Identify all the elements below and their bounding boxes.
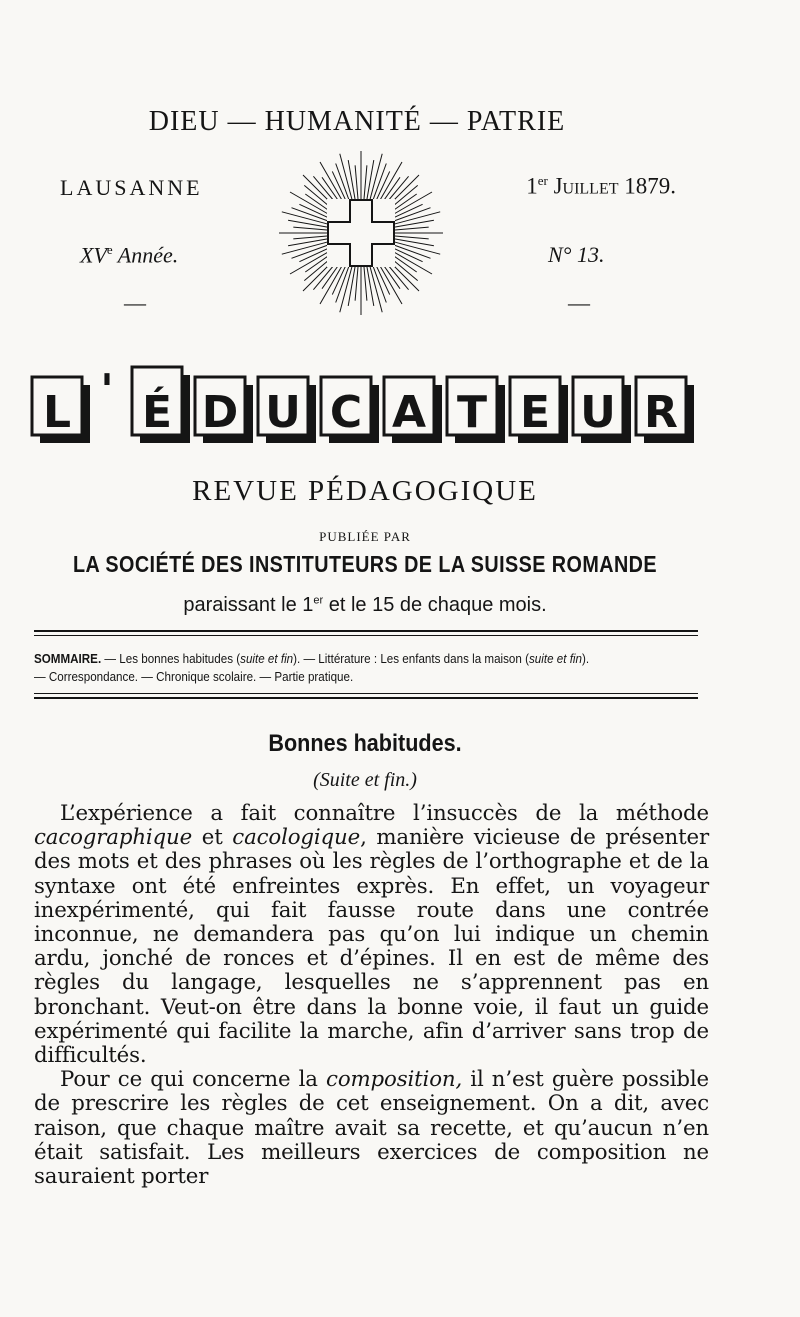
masthead-letter [258,377,316,443]
sun-ray [394,242,440,254]
sun-ray [367,267,374,306]
svg-text:T: T [456,387,488,438]
sun-ray [340,266,352,312]
sun-ray [394,212,440,224]
sun-ray [348,267,355,306]
masthead-letter [195,377,253,443]
frequency-line: paraissant le 1er et le 15 de chaque mois. [183,594,547,616]
article-title: Bonnes habitudes. [268,730,462,757]
revue-subtitle: REVUE PÉDAGOGIQUE [192,475,538,507]
paragraph-1: L’expérience a fait connaître l’insuccès de la méthode cacographique et cacologique, manière vicieuse de présenter des mots et des phrases où les règles de l’orthographe et de la syntaxe ont été enfreintes exprès. En effet, un voyageur inexpérimenté, qui fait fausse route dans une contrée inconnue, ne demandera pas qu’on lui indique un chemin ardu, jonché de ronces et d’épines. Il en est de même des règles du langage, lesquelles ne s’apprennent pas en bronchant. Veut-on être dans la bonne voie, il faut un guide expérimenté qui facilite la marche, afin d’arriver sans trop de difficultés. [34,801,709,1069]
masthead-letter [32,377,90,443]
sun-ray [395,236,429,239]
svg-text:C: C [329,387,363,438]
issue-number: N° 13. [548,242,605,267]
masthead-letter [573,377,631,443]
svg-text:A: A [391,387,427,438]
masthead-letter [510,377,568,443]
svg-text:D: D [201,387,239,438]
sun-ray [390,250,432,274]
issue-date: 1er Juillet 1879. [526,173,676,199]
dash-right: — [568,290,590,315]
sun-ray [390,192,432,216]
sun-ray [288,239,327,246]
sun-ray [370,154,382,200]
svg-text:U: U [580,387,616,438]
sun-ray [367,160,374,199]
sun-ray [290,192,332,216]
sun-ray [282,212,328,224]
sun-ray [355,165,358,199]
masthead-letter [447,377,505,443]
masthead-letter [132,367,190,443]
sommaire: SOMMAIRE. — Les bonnes habitudes (suite et fin). — Littérature : Les enfants dans la maison (suite et fin). — Correspondance. — Chronique scolaire. — Partie pratique. [34,652,590,684]
article-subtitle: (Suite et fin.) [313,769,417,791]
sun-ray [378,262,402,304]
masthead-letter [321,377,379,443]
svg-text:L: L [42,387,72,438]
svg-text:U: U [265,387,301,438]
sun-ray [293,227,327,230]
masthead-letter [636,377,694,443]
masthead-letter [384,377,442,443]
sun-ray [293,236,327,239]
rule-top-1 [34,630,698,632]
svg-text:É: É [141,387,173,438]
article-body [34,802,709,1189]
sun-ray [348,160,355,199]
masthead-title [28,355,718,465]
publiee-par: PUBLIÉE PAR [319,529,411,544]
sun-ray [395,220,434,227]
rule-bottom-1 [34,693,698,694]
sun-ray [320,262,344,304]
swiss-cross-emblem [276,148,446,318]
sun-ray [370,266,382,312]
svg-text:E: E [519,387,551,438]
sun-ray [340,154,352,200]
publisher-name: LA SOCIÉTÉ DES INSTITUTEURS DE LA SUISSE ROMANDE [72,551,658,577]
dash-left: — [124,290,146,315]
volume-year: XVe Année. [80,242,179,268]
sun-ray [355,267,358,301]
rule-bottom-2 [34,697,698,699]
sun-ray [364,165,367,199]
sun-ray [290,250,332,274]
sun-ray [364,267,367,301]
sun-ray [288,220,327,227]
paragraph-2: Pour ce qui concerne la composition, il n’est guère possible de prescrire les règles de cet enseignement. On a dit, avec raison, que chaque maître avait sa recette, et qu’aucun n’en était satisfait. Les meilleurs exercices de composition ne sauraient porter [34,1067,709,1190]
svg-text:': ' [100,365,114,416]
rule-top-2 [34,635,698,636]
masthead-letters [28,355,718,460]
svg-text:R: R [644,387,678,438]
sun-ray [395,227,429,230]
sun-ray [378,162,402,204]
city: LAUSANNE [60,175,203,200]
motto: DIEU — HUMANITÉ — PATRIE [148,106,566,137]
sun-ray [282,242,328,254]
sun-ray [395,239,434,246]
masthead-letter [100,365,113,416]
sun-ray [320,162,344,204]
